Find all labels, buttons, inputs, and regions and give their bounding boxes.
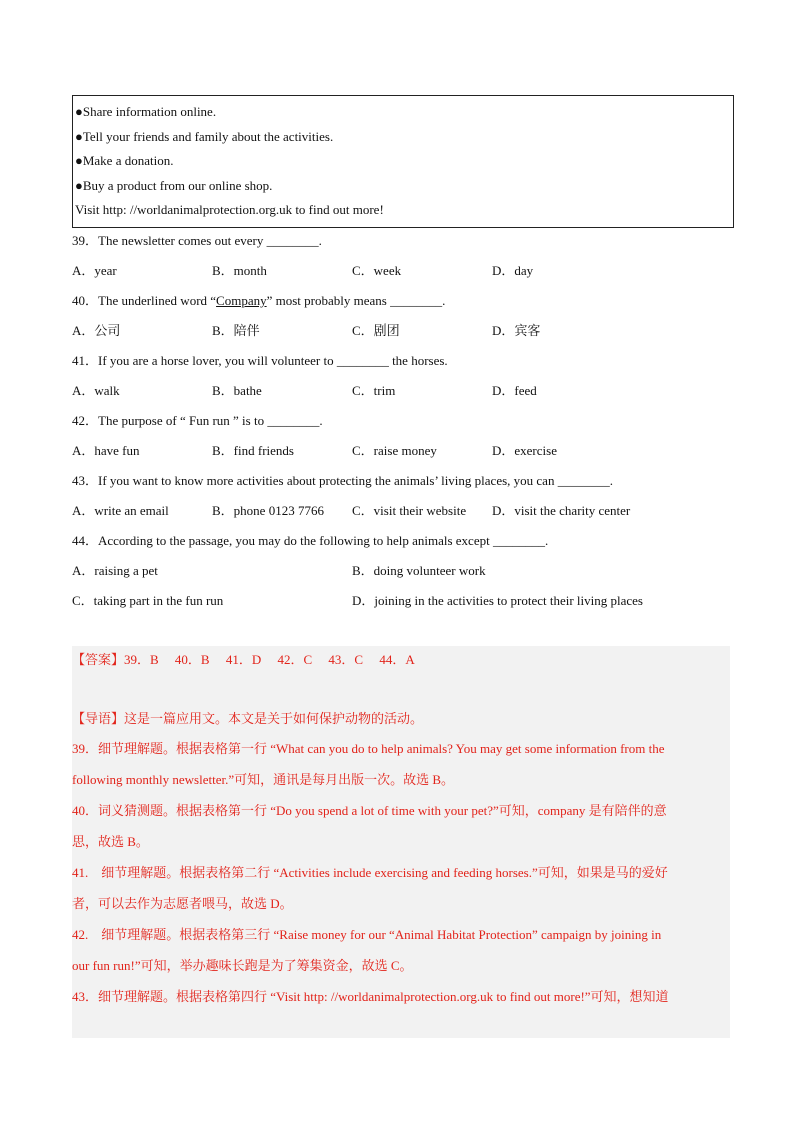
option-c: C．raise money	[352, 443, 437, 458]
option-c: C．taking part in the fun run	[72, 593, 224, 608]
option-b: B．month	[212, 263, 267, 278]
info-line: Visit http: //worldanimalprotection.org.uk to find out more!	[75, 202, 384, 218]
answer-key: 【答案】39．B 40．B 41．D 42．C 43．C 44．A	[72, 652, 415, 667]
option-a: A．walk	[72, 383, 120, 398]
option-d: D．day	[492, 263, 534, 278]
option-a: A．write an email	[72, 503, 169, 518]
question-39-options	[72, 262, 732, 280]
question-44-options-row-1	[72, 562, 732, 580]
explanation-line: 43．细节理解题。根据表格第四行 “Visit http: //worldanimalprotection.org.uk to find out more!”可知，想知道	[72, 989, 669, 1004]
question-42-stem: 42．The purpose of “ Fun run ” is to ________.	[72, 413, 323, 428]
question-43-options	[72, 502, 732, 520]
option-a: A．公司	[72, 323, 121, 338]
option-c: C．剧团	[352, 323, 400, 338]
question-40-options	[72, 322, 732, 340]
info-line: ●Buy a product from our online shop.	[75, 177, 273, 193]
option-b: B．find friends	[212, 443, 294, 458]
underlined-word: Company	[216, 293, 267, 308]
explanation-line: 思，故选 B。	[72, 834, 149, 849]
stem-post: ” most probably means ________.	[266, 293, 446, 308]
info-line: ●Tell your friends and family about the activities.	[75, 128, 334, 144]
question-42-options	[72, 442, 732, 460]
option-c: C．visit their website	[352, 503, 467, 518]
option-d: D．visit the charity center	[492, 503, 631, 518]
question-39-stem: 39．The newsletter comes out every ________.	[72, 233, 322, 248]
answer-intro: 【导语】这是一篇应用文。本文是关于如何保护动物的活动。	[72, 711, 424, 726]
option-b: B．bathe	[212, 383, 262, 398]
question-44-options-row-2	[72, 592, 732, 610]
explanation-line: following monthly newsletter.”可知，通讯是每月出版一次。故选 B。	[72, 772, 455, 787]
info-box	[72, 95, 734, 228]
explanation-line: 40．词义猜测题。根据表格第一行 “Do you spend a lot of time with your pet?”可知，company 是有陪伴的意	[72, 803, 667, 818]
option-b: B．phone 0123 7766	[212, 503, 324, 518]
option-c: C．week	[352, 263, 402, 278]
explanation-line: our fun run!”可知，举办趣味长跑是为了筹集资金，故选 C。	[72, 958, 413, 973]
answer-section	[72, 646, 730, 1038]
question-41-stem: 41．If you are a horse lover, you will volunteer to ________ the horses.	[72, 353, 448, 368]
question-41-options	[72, 382, 732, 400]
question-43-stem: 43．If you want to know more activities about protecting the animals’ living places, you can ________.	[72, 473, 613, 488]
question-44-stem: 44．According to the passage, you may do the following to help animals except ________.	[72, 533, 549, 548]
info-line: ●Make a donation.	[75, 153, 174, 169]
info-line: ●Share information online.	[75, 104, 217, 119]
option-d: D．feed	[492, 383, 537, 398]
option-d: D．宾客	[492, 323, 541, 338]
option-d: D．joining in the activities to protect their living places	[352, 593, 643, 608]
option-a: A．have fun	[72, 443, 140, 458]
option-c: C．trim	[352, 383, 396, 398]
option-a: A．year	[72, 263, 117, 278]
explanation-line: 者，可以去作为志愿者喂马，故选 D。	[72, 896, 293, 911]
explanation-line: 39．细节理解题。根据表格第一行 “What can you do to help animals? You may get some information from the	[72, 741, 665, 756]
explanation-line: 42. 细节理解题。根据表格第三行 “Raise money for our “Animal Habitat Protection” campaign by joining in	[72, 927, 662, 942]
option-a: A．raising a pet	[72, 563, 158, 578]
option-b: B．陪伴	[212, 323, 260, 338]
option-d: D．exercise	[492, 443, 557, 458]
explanation-line: 41. 细节理解题。根据表格第二行 “Activities include exercising and feeding horses.”可知，如果是马的爱好	[72, 865, 668, 880]
question-40-stem	[72, 292, 445, 310]
stem-pre: 40．The underlined word “	[72, 293, 217, 308]
option-b: B．doing volunteer work	[352, 563, 486, 578]
